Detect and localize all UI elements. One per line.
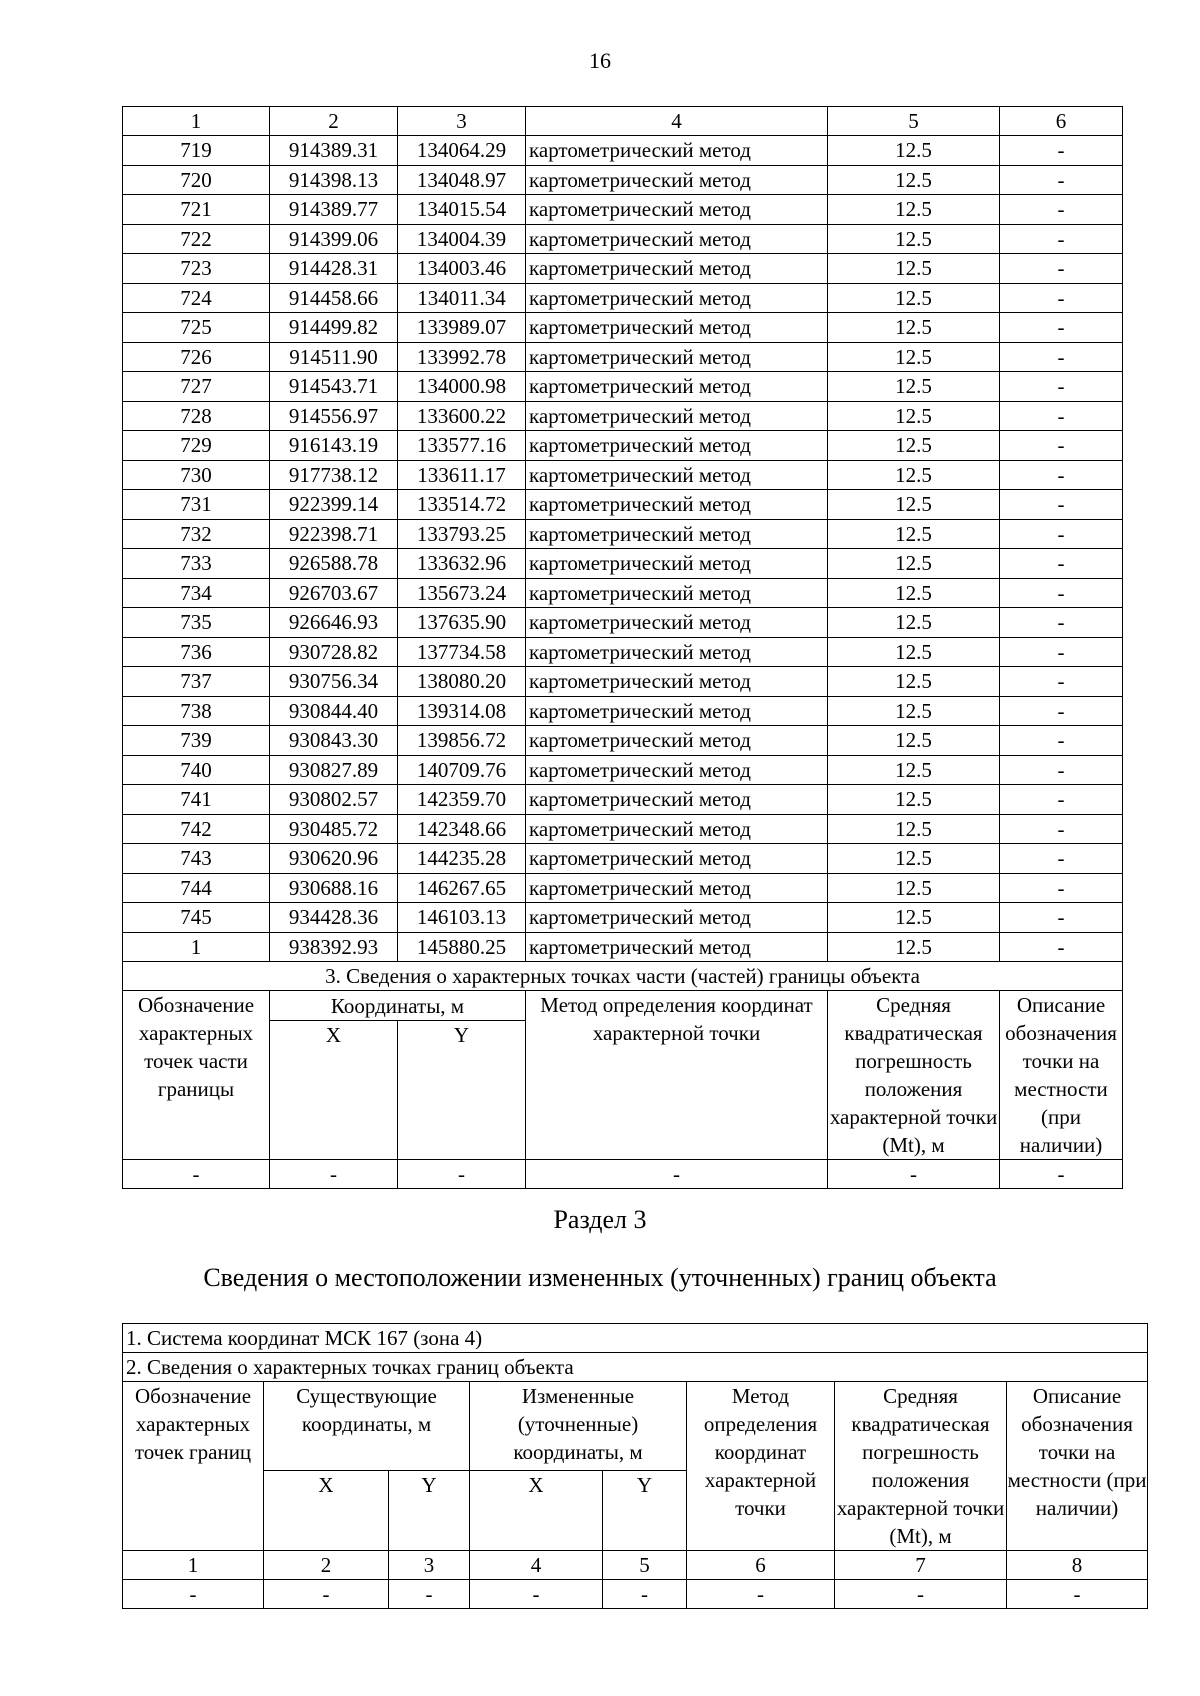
y-header: Y (389, 1470, 470, 1550)
table-cell: 723 (123, 254, 270, 284)
x-header: X (270, 1021, 398, 1160)
table-cell: картометрический метод (526, 785, 828, 815)
table-cell: 142348.66 (398, 814, 526, 844)
table-row (123, 578, 1123, 608)
table-cell: - (1000, 431, 1123, 461)
table-cell: - (1000, 549, 1123, 579)
table-cell: картометрический метод (526, 372, 828, 402)
table-cell: 12.5 (828, 932, 1000, 962)
page-number: 16 (589, 48, 611, 73)
table-cell: картометрический метод (526, 490, 828, 520)
table-cell: 930802.57 (270, 785, 398, 815)
table-cell: 914511.90 (270, 342, 398, 372)
table-cell: 133514.72 (398, 490, 526, 520)
table-cell: 743 (123, 844, 270, 874)
table-cell: 12.5 (828, 460, 1000, 490)
table-row (123, 254, 1123, 284)
table-row (123, 431, 1123, 461)
table-cell: 733 (123, 549, 270, 579)
table-cell: - (1000, 1160, 1123, 1189)
table-cell: 738 (123, 696, 270, 726)
table-row (123, 785, 1123, 815)
column-header: 6 (1000, 107, 1123, 136)
column-header: 5 (828, 107, 1000, 136)
table-row (123, 903, 1123, 933)
column-number: 7 (835, 1551, 1007, 1580)
table-row (123, 460, 1123, 490)
table-cell: - (1000, 785, 1123, 815)
table-row (123, 342, 1123, 372)
table-cell: 134064.29 (398, 136, 526, 166)
table-cell: 914398.13 (270, 165, 398, 195)
table-cell: 930844.40 (270, 696, 398, 726)
table-cell: - (1000, 578, 1123, 608)
table-cell: - (1000, 283, 1123, 313)
table-cell: 12.5 (828, 254, 1000, 284)
accuracy-header: Средняя квадратическая погрешность положения характерной точки (Mt), м (835, 1382, 1007, 1551)
table-cell: 140709.76 (398, 755, 526, 785)
table-cell: 737 (123, 667, 270, 697)
header-row (123, 107, 1123, 136)
table-cell: 730 (123, 460, 270, 490)
table-cell: картометрический метод (526, 608, 828, 638)
table-cell: картометрический метод (526, 283, 828, 313)
table-cell: 914499.82 (270, 313, 398, 343)
table-cell: 12.5 (828, 608, 1000, 638)
y-header: Y (398, 1021, 526, 1160)
table-cell: - (603, 1580, 687, 1609)
table-cell: 930620.96 (270, 844, 398, 874)
changed-coordinates-header: Измененные (уточненные) координаты, м (470, 1382, 687, 1471)
table-cell: картометрический метод (526, 549, 828, 579)
table-cell: картометрический метод (526, 313, 828, 343)
header-row (123, 1382, 1148, 1471)
table-cell: 926646.93 (270, 608, 398, 638)
table-cell: 134011.34 (398, 283, 526, 313)
table-cell: 138080.20 (398, 667, 526, 697)
table-cell: 134048.97 (398, 165, 526, 195)
table-cell: - (1000, 814, 1123, 844)
table-cell: картометрический метод (526, 254, 828, 284)
table-cell: 12.5 (828, 431, 1000, 461)
table-cell: 134004.39 (398, 224, 526, 254)
y-header: Y (603, 1470, 687, 1550)
table-row (123, 667, 1123, 697)
table-cell: 12.5 (828, 696, 1000, 726)
table-cell: - (1000, 460, 1123, 490)
table-row (123, 372, 1123, 402)
table-row (123, 165, 1123, 195)
column-number: 2 (264, 1551, 389, 1580)
table-row (123, 195, 1123, 225)
table-cell: 146267.65 (398, 873, 526, 903)
coordinate-system-row (123, 1324, 1148, 1353)
table-cell: картометрический метод (526, 873, 828, 903)
column-header: 3 (398, 107, 526, 136)
table-cell: 721 (123, 195, 270, 225)
table-cell: - (1000, 195, 1123, 225)
table-cell: 12.5 (828, 667, 1000, 697)
table-cell: - (1007, 1580, 1148, 1609)
table-row (123, 1160, 1123, 1189)
table-cell: 137635.90 (398, 608, 526, 638)
x-header: X (264, 1470, 389, 1550)
table-cell: - (1000, 136, 1123, 166)
table-row (123, 519, 1123, 549)
existing-coordinates-header: Существующие координаты, м (264, 1382, 470, 1471)
table-cell: - (1000, 667, 1123, 697)
table-cell: - (1000, 608, 1123, 638)
table-cell: - (1000, 342, 1123, 372)
table-cell: 12.5 (828, 195, 1000, 225)
table-row (123, 1580, 1148, 1609)
table-cell: 133600.22 (398, 401, 526, 431)
table-cell: 146103.13 (398, 903, 526, 933)
table-cell: 930485.72 (270, 814, 398, 844)
table-cell: 914428.31 (270, 254, 398, 284)
column-number: 8 (1007, 1551, 1148, 1580)
table-cell: - (1000, 165, 1123, 195)
table-cell: 139856.72 (398, 726, 526, 756)
table-cell: 12.5 (828, 136, 1000, 166)
table-cell: 12.5 (828, 578, 1000, 608)
table-cell: 731 (123, 490, 270, 520)
table-cell: 12.5 (828, 844, 1000, 874)
table-cell: - (1000, 903, 1123, 933)
changed-boundaries-table (122, 1323, 1148, 1609)
table-row (123, 696, 1123, 726)
table-cell: - (398, 1160, 526, 1189)
table-cell: 728 (123, 401, 270, 431)
table-cell: 926588.78 (270, 549, 398, 579)
section-heading: Раздел 3 (553, 1205, 647, 1234)
table-cell: 12.5 (828, 637, 1000, 667)
table-cell: 12.5 (828, 165, 1000, 195)
coordinate-system: 1. Система координат МСК 167 (зона 4) (123, 1324, 1148, 1353)
table-cell: 719 (123, 136, 270, 166)
table-cell: - (1000, 755, 1123, 785)
table-cell: - (1000, 726, 1123, 756)
table-cell: 914389.31 (270, 136, 398, 166)
table-cell: 926703.67 (270, 578, 398, 608)
table-cell: 930756.34 (270, 667, 398, 697)
table-row (123, 932, 1123, 962)
table-cell: 139314.08 (398, 696, 526, 726)
table-cell: 12.5 (828, 785, 1000, 815)
table-cell: картометрический метод (526, 637, 828, 667)
points-info-row (123, 1353, 1148, 1382)
table-cell: 930728.82 (270, 637, 398, 667)
table-cell: 133577.16 (398, 431, 526, 461)
table-cell: - (470, 1580, 603, 1609)
table-row (123, 637, 1123, 667)
table-cell: 12.5 (828, 490, 1000, 520)
table-cell: 12.5 (828, 903, 1000, 933)
table-cell: - (123, 1160, 270, 1189)
table-cell: 133793.25 (398, 519, 526, 549)
accuracy-header: Средняя квадратическая погрешность положения характерной точки (Mt), м (828, 991, 1000, 1160)
table-cell: 12.5 (828, 726, 1000, 756)
table-cell: - (828, 1160, 1000, 1189)
table-row (123, 844, 1123, 874)
table-cell: картометрический метод (526, 224, 828, 254)
table-cell: картометрический метод (526, 578, 828, 608)
table-cell: 930688.16 (270, 873, 398, 903)
section-title-row (123, 962, 1123, 991)
table-cell: - (526, 1160, 828, 1189)
table-row (123, 490, 1123, 520)
section-subtitle: Сведения о местоположении измененных (уточненных) границ объекта (203, 1263, 997, 1292)
table-cell: 137734.58 (398, 637, 526, 667)
method-header: Метод определения координат характерной точки (526, 991, 828, 1160)
table-cell: картометрический метод (526, 755, 828, 785)
table-cell: картометрический метод (526, 932, 828, 962)
table-cell: 729 (123, 431, 270, 461)
column-number: 6 (687, 1551, 835, 1580)
table-row (123, 873, 1123, 903)
table-row (123, 755, 1123, 785)
table-cell: 133611.17 (398, 460, 526, 490)
description-header: Описание обозначения точки на местности (при наличии) (1007, 1382, 1148, 1551)
table-cell: 930843.30 (270, 726, 398, 756)
table-cell: 12.5 (828, 224, 1000, 254)
table-row (123, 283, 1123, 313)
table-cell: картометрический метод (526, 342, 828, 372)
boundary-points-table (122, 106, 1123, 1189)
table-cell: картометрический метод (526, 165, 828, 195)
table-cell: 1 (123, 932, 270, 962)
description-header: Описание обозначения точки на местности (при наличии) (1000, 991, 1123, 1160)
table-cell: 144235.28 (398, 844, 526, 874)
method-header: Метод определения координат характерной точки (687, 1382, 835, 1551)
table-cell: 922398.71 (270, 519, 398, 549)
table-row (123, 136, 1123, 166)
table-row (123, 814, 1123, 844)
table-cell: 724 (123, 283, 270, 313)
table-cell: 12.5 (828, 372, 1000, 402)
table-cell: 142359.70 (398, 785, 526, 815)
table-cell: - (1000, 313, 1123, 343)
table-cell: 134003.46 (398, 254, 526, 284)
column-number: 3 (389, 1551, 470, 1580)
table-cell: 914556.97 (270, 401, 398, 431)
table-cell: - (835, 1580, 1007, 1609)
table-cell: - (264, 1580, 389, 1609)
table-cell: 726 (123, 342, 270, 372)
table-cell: 736 (123, 637, 270, 667)
table-cell: 12.5 (828, 873, 1000, 903)
table-cell: 922399.14 (270, 490, 398, 520)
table-cell: - (123, 1580, 264, 1609)
table-cell: - (1000, 873, 1123, 903)
table-cell: 914399.06 (270, 224, 398, 254)
designation-header: Обозначение характерных точек части границы (123, 991, 270, 1160)
table-cell: 732 (123, 519, 270, 549)
table-cell: картометрический метод (526, 401, 828, 431)
table-cell: картометрический метод (526, 903, 828, 933)
column-header: 2 (270, 107, 398, 136)
points-info: 2. Сведения о характерных точках границ объекта (123, 1353, 1148, 1382)
table-cell: 720 (123, 165, 270, 195)
table-cell: 914389.77 (270, 195, 398, 225)
table-cell: 12.5 (828, 814, 1000, 844)
table-cell: 744 (123, 873, 270, 903)
table-cell: 12.5 (828, 549, 1000, 579)
table-cell: - (1000, 932, 1123, 962)
table-row (123, 608, 1123, 638)
table-cell: 725 (123, 313, 270, 343)
table-cell: - (389, 1580, 470, 1609)
table-cell: 741 (123, 785, 270, 815)
table-cell: 12.5 (828, 755, 1000, 785)
table-cell: 722 (123, 224, 270, 254)
table-row (123, 726, 1123, 756)
column-header: 4 (526, 107, 828, 136)
sub-header-row (123, 991, 1123, 1021)
column-number-row (123, 1551, 1148, 1580)
designation-header: Обозначение характерных точек границ (123, 1382, 264, 1551)
table-row (123, 549, 1123, 579)
table-cell: 739 (123, 726, 270, 756)
table-cell: картометрический метод (526, 195, 828, 225)
column-number: 5 (603, 1551, 687, 1580)
table-cell: картометрический метод (526, 519, 828, 549)
table-cell: 735 (123, 608, 270, 638)
table-cell: картометрический метод (526, 844, 828, 874)
table-cell: картометрический метод (526, 726, 828, 756)
table-cell: - (1000, 401, 1123, 431)
table-cell: 914458.66 (270, 283, 398, 313)
table-cell: 12.5 (828, 342, 1000, 372)
column-header: 1 (123, 107, 270, 136)
table-cell: 934428.36 (270, 903, 398, 933)
table-cell: 742 (123, 814, 270, 844)
table-row (123, 224, 1123, 254)
table-cell: 938392.93 (270, 932, 398, 962)
table-cell: - (1000, 519, 1123, 549)
column-number: 4 (470, 1551, 603, 1580)
table-cell: 12.5 (828, 519, 1000, 549)
table-cell: - (1000, 844, 1123, 874)
table-cell: 745 (123, 903, 270, 933)
table-cell: 134000.98 (398, 372, 526, 402)
table-cell: картометрический метод (526, 667, 828, 697)
table-cell: - (1000, 637, 1123, 667)
table-cell: 727 (123, 372, 270, 402)
table-cell: 135673.24 (398, 578, 526, 608)
table-cell: 133992.78 (398, 342, 526, 372)
coordinates-header: Координаты, м (270, 991, 526, 1021)
x-header: X (470, 1470, 603, 1550)
table-cell: 134015.54 (398, 195, 526, 225)
table-cell: - (1000, 224, 1123, 254)
table-row (123, 313, 1123, 343)
table-cell: - (687, 1580, 835, 1609)
table-cell: 145880.25 (398, 932, 526, 962)
table-cell: 916143.19 (270, 431, 398, 461)
table-cell: 917738.12 (270, 460, 398, 490)
table-cell: картометрический метод (526, 696, 828, 726)
table-row (123, 401, 1123, 431)
table-cell: 914543.71 (270, 372, 398, 402)
table-cell: - (1000, 372, 1123, 402)
table-cell: картометрический метод (526, 814, 828, 844)
table-cell: 133632.96 (398, 549, 526, 579)
table-cell: - (1000, 254, 1123, 284)
table-cell: 133989.07 (398, 313, 526, 343)
table-cell: 12.5 (828, 401, 1000, 431)
table-cell: 12.5 (828, 313, 1000, 343)
table-cell: картометрический метод (526, 136, 828, 166)
section-3-title: 3. Сведения о характерных точках части (частей) границы объекта (123, 962, 1123, 991)
table-cell: - (270, 1160, 398, 1189)
table-cell: картометрический метод (526, 431, 828, 461)
table-cell: 734 (123, 578, 270, 608)
table-cell: 930827.89 (270, 755, 398, 785)
table-cell: картометрический метод (526, 460, 828, 490)
column-number: 1 (123, 1551, 264, 1580)
table-cell: 740 (123, 755, 270, 785)
table-cell: - (1000, 696, 1123, 726)
table-cell: - (1000, 490, 1123, 520)
table-cell: 12.5 (828, 283, 1000, 313)
